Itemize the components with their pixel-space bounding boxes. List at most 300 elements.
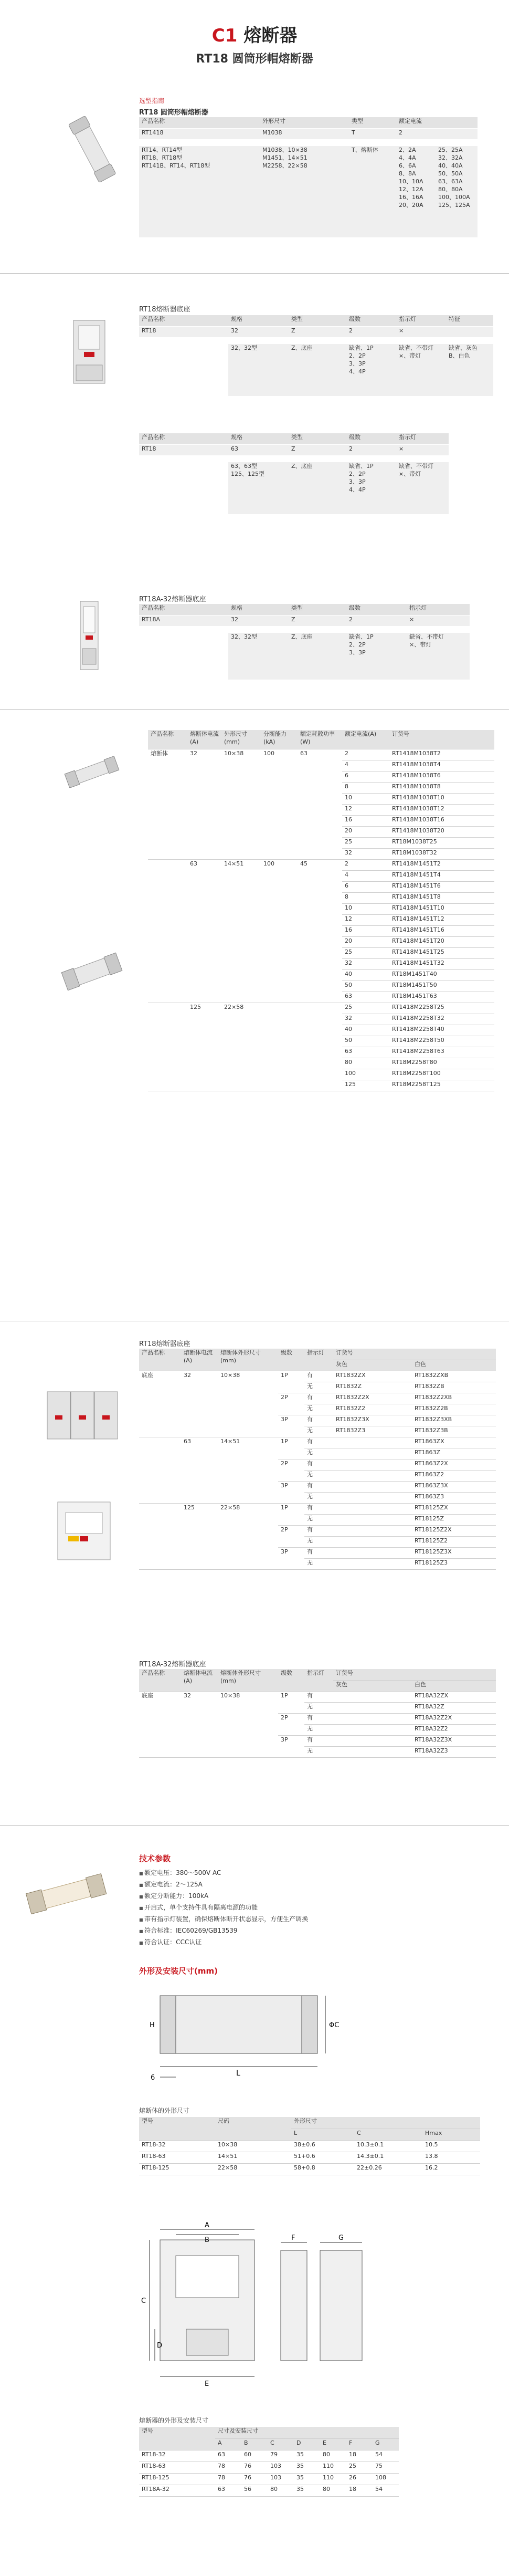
order-code: RT1832Z2	[333, 1404, 412, 1415]
order-code: RT18A32Z3	[412, 1746, 496, 1757]
cell: 18	[346, 2485, 373, 2496]
th: 订货号	[333, 1349, 496, 1360]
cell: 有	[304, 1735, 333, 1746]
th: 额定电流	[396, 117, 478, 128]
base-dimension-table	[139, 2416, 399, 2497]
cell: 108	[373, 2473, 399, 2485]
cell: T、熔断体	[349, 145, 396, 237]
cell: 3P	[278, 1415, 304, 1437]
order-code	[333, 1547, 412, 1558]
cell: 有	[304, 1713, 333, 1724]
order-code	[333, 1503, 412, 1514]
cell: 100	[261, 859, 298, 1003]
cell: 32、32型	[228, 343, 289, 396]
cell: RT18	[139, 326, 228, 337]
cell: 1P	[278, 1503, 304, 1525]
order-code: RT1418M2258T25	[389, 1003, 494, 1014]
order-code: RT18125Z2X	[412, 1525, 496, 1536]
th: 产品名称	[139, 433, 228, 444]
order-code	[333, 1470, 412, 1481]
cell: 60	[241, 2450, 268, 2462]
rt18a-base-image	[71, 599, 108, 674]
order-code	[333, 1481, 412, 1492]
cell: 25	[342, 1003, 389, 1014]
order-code: RT1418M1451T16	[389, 925, 494, 936]
cell	[446, 326, 493, 337]
fuse-10x38-image	[60, 756, 123, 789]
cell: 缺省、1P 2、2P 3、3P	[346, 632, 407, 680]
cell: 2	[346, 615, 407, 626]
th: 产品名称	[148, 730, 187, 749]
order-code: RT18M1451T40	[389, 969, 494, 981]
cell: 底座	[139, 1691, 181, 1757]
order-code	[333, 1558, 412, 1569]
dims-title: 外形及安装尺寸(mm)	[139, 1966, 218, 1976]
dim-a-label: A	[205, 2222, 209, 2229]
section-title: RT18熔断器底座	[139, 1340, 190, 1348]
cell: 18	[346, 2450, 373, 2462]
cell: M1038	[260, 128, 349, 139]
th: 类型	[349, 117, 396, 128]
tech-item: ■ 额定电压：380～500V AC	[139, 1868, 308, 1879]
cell: 10×38	[221, 749, 261, 859]
order-code: RT1863Z2X	[412, 1459, 496, 1470]
cell: 54	[373, 2450, 399, 2462]
cell: 63、63型 125、125型	[228, 462, 289, 514]
th: 规格	[228, 315, 289, 326]
cell: 54	[373, 2485, 399, 2496]
cell: 32	[181, 1691, 218, 1757]
cell: 56	[241, 2485, 268, 2496]
order-code: RT1418M1451T6	[389, 881, 494, 892]
order-code: RT1418M1451T4	[389, 870, 494, 881]
cell: 125	[187, 1003, 221, 1091]
fuse-product-photo	[21, 1870, 115, 1918]
th: 熔断体电流(A)	[181, 1349, 218, 1371]
cell: Z	[289, 326, 346, 337]
cell: 无	[304, 1558, 333, 1569]
order-code: RT1418M1038T8	[389, 782, 494, 793]
th: 额定电流(A)	[342, 730, 389, 749]
cell: 22×58	[221, 1003, 261, 1091]
cell	[139, 1437, 181, 1503]
cell: 14.3±0.1	[354, 2152, 422, 2163]
cell: RT1418	[139, 128, 260, 139]
cell: 缺省、灰色 B、白色	[446, 343, 493, 396]
cell: 3P	[278, 1547, 304, 1569]
order-code: RT1418M1451T12	[389, 914, 494, 925]
cell: 25	[342, 947, 389, 958]
th: G	[373, 2438, 399, 2450]
order-code: RT1418M2258T63	[389, 1047, 494, 1058]
cell: 63	[215, 2450, 241, 2462]
cell: 35	[294, 2450, 320, 2462]
cell: 125	[342, 1080, 389, 1091]
cell: 78	[215, 2473, 241, 2485]
cell: 63	[228, 444, 289, 455]
cell: RT18-32	[139, 2140, 215, 2152]
cell: 51+0.6	[291, 2152, 354, 2163]
cell: M1038、10×38 M1451、14×51 M2258、22×58	[260, 145, 349, 237]
cell: 35	[294, 2473, 320, 2485]
cell: 熔断体	[148, 749, 187, 859]
cell: 14×51	[221, 859, 261, 1003]
tech-item: ■ 带有指示灯装置，确保熔断体断开状态显示，方便生产调换	[139, 1914, 308, 1925]
cell: 50	[342, 1036, 389, 1047]
cell: 14×51	[218, 1437, 278, 1503]
table-row	[139, 1691, 496, 1702]
cell: 无	[304, 1404, 333, 1415]
th: 规格	[228, 604, 289, 615]
order-code: RT1832Z	[333, 1382, 412, 1393]
th: 产品名称	[139, 117, 260, 128]
order-code	[333, 1724, 412, 1735]
cell: 13.8	[422, 2152, 480, 2163]
table-row	[139, 1503, 496, 1514]
cell	[148, 859, 187, 1003]
cell: 10	[342, 903, 389, 914]
order-code	[333, 1735, 412, 1746]
cell: Z	[289, 444, 346, 455]
cell: 100	[342, 1069, 389, 1080]
table-row	[139, 1371, 496, 1382]
order-code: RT18A32Z2	[412, 1724, 496, 1735]
cell: RT18-63	[139, 2462, 215, 2473]
fuse-dimension-drawing	[139, 1980, 359, 2087]
cell: 缺省、不带灯 ×、带灯	[396, 462, 449, 514]
order-code: RT18125Z3	[412, 1558, 496, 1569]
cell: 25	[342, 837, 389, 848]
cell: 12	[342, 804, 389, 815]
th: 产品名称	[139, 1669, 181, 1691]
th: 外形尺寸(mm)	[221, 730, 261, 749]
cell: 20	[342, 826, 389, 837]
th: B	[241, 2438, 268, 2450]
order-code: RT18M1038T25	[389, 837, 494, 848]
th: 熔断体电流(A)	[181, 1669, 218, 1691]
cell: 32	[342, 1014, 389, 1025]
th: 级数	[346, 315, 396, 326]
cell: 110	[320, 2462, 346, 2473]
tech-item: ■ 开启式，单个支持件具有隔离电源的功能	[139, 1902, 308, 1914]
th: E	[320, 2438, 346, 2450]
order-code: RT1418M2258T50	[389, 1036, 494, 1047]
th: 分断能力(kA)	[261, 730, 298, 749]
th: D	[294, 2438, 320, 2450]
cell: 2	[342, 749, 389, 760]
cell: Z、底座	[289, 343, 346, 396]
order-code: RT18A32Z	[412, 1702, 496, 1713]
cell: 100	[261, 749, 298, 859]
rt18-base-code-table	[139, 315, 493, 397]
th: 灰色	[333, 1360, 412, 1371]
cell: 无	[304, 1448, 333, 1459]
th: C	[268, 2438, 294, 2450]
order-code: RT18M2258T100	[389, 1069, 494, 1080]
order-code	[333, 1536, 412, 1547]
order-code: RT18M1038T32	[389, 848, 494, 859]
th: 特征	[446, 315, 493, 326]
tech-item: ■ 符合认证：CCC认证	[139, 1937, 308, 1948]
section-title: RT18A-32熔断器底座	[139, 596, 206, 603]
cell: 无	[304, 1724, 333, 1735]
cell: 10×38	[218, 1691, 278, 1757]
table-row	[148, 749, 494, 760]
th: 类型	[289, 433, 346, 444]
cell: 40	[342, 969, 389, 981]
cell: 78	[215, 2462, 241, 2473]
order-code: RT1418M1038T16	[389, 815, 494, 826]
cell: 有	[304, 1503, 333, 1514]
cell: 16.2	[422, 2163, 480, 2175]
cell: 22×58	[215, 2163, 291, 2175]
order-code	[333, 1525, 412, 1536]
order-code: RT1418M1451T10	[389, 903, 494, 914]
cell: 8	[342, 892, 389, 903]
cell: 有	[304, 1371, 333, 1382]
cell: 2P	[278, 1525, 304, 1547]
order-code: RT18125Z3X	[412, 1547, 496, 1558]
cell: 无	[304, 1536, 333, 1547]
cell	[298, 1003, 342, 1091]
cell: 2	[396, 128, 478, 139]
cell: 无	[304, 1382, 333, 1393]
cell: 有	[304, 1691, 333, 1702]
category-code: C1	[211, 25, 238, 46]
tech-list	[139, 1868, 308, 1948]
page-title	[0, 21, 509, 47]
th: 熔断体外形尺寸(mm)	[218, 1669, 278, 1691]
table-row	[139, 2450, 399, 2462]
th: 型号	[139, 2117, 215, 2140]
cell: 80	[342, 1058, 389, 1069]
th: 类型	[289, 315, 346, 326]
section-title: RT18 圆筒形帽熔断器	[139, 109, 208, 117]
cell: 1P	[278, 1437, 304, 1459]
th: 指示灯	[407, 604, 470, 615]
th: 产品名称	[139, 1349, 181, 1371]
cell: 2	[346, 326, 396, 337]
cell: 有	[304, 1525, 333, 1536]
page-header	[0, 21, 509, 66]
order-code: RT1832ZB	[412, 1382, 496, 1393]
cell: 63	[187, 859, 221, 1003]
th: 订货号	[389, 730, 494, 749]
order-code	[333, 1492, 412, 1503]
base-dimension-drawing	[139, 2219, 370, 2394]
cell: Z、底座	[289, 632, 346, 680]
cell: 3P	[278, 1481, 304, 1503]
th: 规格	[228, 433, 289, 444]
cell: T	[349, 128, 396, 139]
cell: 32	[181, 1371, 218, 1437]
th: 白色	[412, 1680, 496, 1691]
cell: ×	[396, 444, 449, 455]
cell	[261, 1003, 298, 1091]
cell: 32	[228, 326, 289, 337]
cell: 无	[304, 1702, 333, 1713]
cell: 76	[241, 2462, 268, 2473]
th: 指示灯	[304, 1349, 333, 1371]
cell: 125	[181, 1503, 218, 1569]
cell: 12	[342, 914, 389, 925]
dim-b-label: B	[205, 2236, 209, 2244]
cell: 25	[346, 2462, 373, 2473]
section-title: RT18熔断器底座	[139, 306, 190, 314]
table-row	[139, 2152, 480, 2163]
fuse-cartridge-image	[63, 110, 121, 191]
cell: 80	[320, 2450, 346, 2462]
order-code: RT18125Z	[412, 1514, 496, 1525]
cell: 20	[342, 936, 389, 947]
cell: 50	[342, 981, 389, 992]
tech-item: ■ 额定电流：2～125A	[139, 1879, 308, 1891]
cell: 有	[304, 1415, 333, 1426]
cell: 16	[342, 815, 389, 826]
order-code: RT1418M1451T2	[389, 859, 494, 870]
rt18a-order-table	[139, 1669, 496, 1758]
cell: 10	[342, 793, 389, 804]
cell: 无	[304, 1514, 333, 1525]
table-row	[139, 2462, 399, 2473]
cell: 103	[268, 2473, 294, 2485]
order-code: RT1418M1038T6	[389, 771, 494, 782]
fuse-14x51-image	[58, 951, 126, 994]
th: 类型	[289, 604, 346, 615]
cell: 1P	[278, 1691, 304, 1713]
th: 订货号	[333, 1669, 496, 1680]
order-code: RT1832Z3XB	[412, 1415, 496, 1426]
cell: 8	[342, 782, 389, 793]
cell: 2P	[278, 1393, 304, 1415]
cell: RT14、RT14型 RT18、RT18型 RT141B、RT14、RT18型	[139, 145, 260, 237]
cell: 缺省、不带灯 ×、带灯	[396, 343, 446, 396]
th: 型号	[139, 2427, 215, 2450]
order-code: RT1832Z2B	[412, 1404, 496, 1415]
th: C	[354, 2129, 422, 2140]
page-subtitle: RT18 圆筒形帽熔断器	[196, 53, 313, 66]
tech-item: ■ 符合标准：IEC60269/GB13539	[139, 1925, 308, 1937]
order-code	[333, 1514, 412, 1525]
order-code: RT1418M1451T20	[389, 936, 494, 947]
cell: 有	[304, 1547, 333, 1558]
cell: 2P	[278, 1459, 304, 1481]
tech-title: 技术参数	[139, 1854, 171, 1863]
th: 白色	[412, 1360, 496, 1371]
cell: 76	[241, 2473, 268, 2485]
cell	[148, 1003, 187, 1091]
cell: RT18A	[139, 615, 228, 626]
order-code: RT1863ZX	[412, 1437, 496, 1448]
cell: 58+0.8	[291, 2163, 354, 2175]
cell: Z、底座	[289, 462, 346, 514]
order-code: RT1832Z2X	[333, 1393, 412, 1404]
base-32-image	[39, 1386, 129, 1446]
cell: 40	[342, 1025, 389, 1036]
th: A	[215, 2438, 241, 2450]
order-code: RT1832Z3X	[333, 1415, 412, 1426]
cell: 10×38	[215, 2140, 291, 2152]
table-row	[139, 1437, 496, 1448]
order-code: RT18125Z2	[412, 1536, 496, 1547]
table-row	[148, 859, 494, 870]
th: Hmax	[422, 2129, 480, 2140]
th: 外形尺寸	[291, 2117, 480, 2129]
th: 产品名称	[139, 604, 228, 615]
order-code: RT18125ZX	[412, 1503, 496, 1514]
cell: 有	[304, 1481, 333, 1492]
tech-item: ■ 额定分断能力：100kA	[139, 1891, 308, 1902]
order-code: RT1832Z2XB	[412, 1393, 496, 1404]
cell: 32	[342, 958, 389, 969]
cell: 25、25A 32、32A 40、40A 50、50A 63、63A 80、80A 100、100A 125、125A	[436, 145, 478, 237]
th: 级数	[346, 604, 407, 615]
cell: 底座	[139, 1371, 181, 1437]
order-code	[333, 1702, 412, 1713]
divider	[0, 709, 509, 710]
th: 外形尺寸	[260, 117, 349, 128]
order-code: RT1418M2258T40	[389, 1025, 494, 1036]
order-code	[333, 1437, 412, 1448]
th: 级数	[278, 1349, 304, 1371]
fuse-order-table	[148, 730, 494, 1091]
cell	[139, 1503, 181, 1569]
order-code	[333, 1448, 412, 1459]
cell: 1P	[278, 1371, 304, 1393]
cell: 4	[342, 870, 389, 881]
table-row	[139, 2485, 399, 2496]
cell: 3P	[278, 1735, 304, 1757]
table-title: 熔断体的外形尺寸	[139, 2107, 190, 2114]
dim-g-label: G	[338, 2234, 344, 2242]
order-code: RT1832ZXB	[412, 1371, 496, 1382]
order-code: RT1418M1038T10	[389, 793, 494, 804]
cell: RT18-125	[139, 2163, 215, 2175]
order-code: RT18M1451T50	[389, 981, 494, 992]
order-code	[333, 1713, 412, 1724]
th: 级数	[278, 1669, 304, 1691]
cell: RT18	[139, 444, 228, 455]
base-order-table	[139, 1349, 496, 1570]
order-code: RT1863Z3X	[412, 1481, 496, 1492]
cell: 79	[268, 2450, 294, 2462]
order-code: RT1863Z2	[412, 1470, 496, 1481]
cell: RT18-63	[139, 2152, 215, 2163]
cell: 缺省、1P 2、2P 3、3P 4、4P	[346, 462, 396, 514]
order-code: RT1863Z	[412, 1448, 496, 1459]
cell: 22±0.26	[354, 2163, 422, 2175]
base-125-image	[47, 1497, 121, 1567]
th: 指示灯	[396, 315, 446, 326]
order-code: RT18A32Z3X	[412, 1735, 496, 1746]
order-code: RT1832Z3	[333, 1426, 412, 1437]
cell: 80	[320, 2485, 346, 2496]
guide-label: 选型指南	[139, 97, 165, 105]
rt18a-base-code-table	[139, 604, 470, 680]
order-code: RT1418M2258T32	[389, 1014, 494, 1025]
th: L	[291, 2129, 354, 2140]
cell: 缺省、1P 2、2P 3、3P 4、4P	[346, 343, 396, 396]
dim-l-label: L	[236, 2069, 240, 2078]
dim-c-label: C	[141, 2297, 146, 2305]
order-code: RT1418M1451T8	[389, 892, 494, 903]
table-row	[148, 1003, 494, 1014]
cell: 6	[342, 771, 389, 782]
cell: 38±0.6	[291, 2140, 354, 2152]
th: 额定耗散功率(W)	[298, 730, 342, 749]
cell: RT18A-32	[139, 2485, 215, 2496]
cell: 无	[304, 1426, 333, 1437]
